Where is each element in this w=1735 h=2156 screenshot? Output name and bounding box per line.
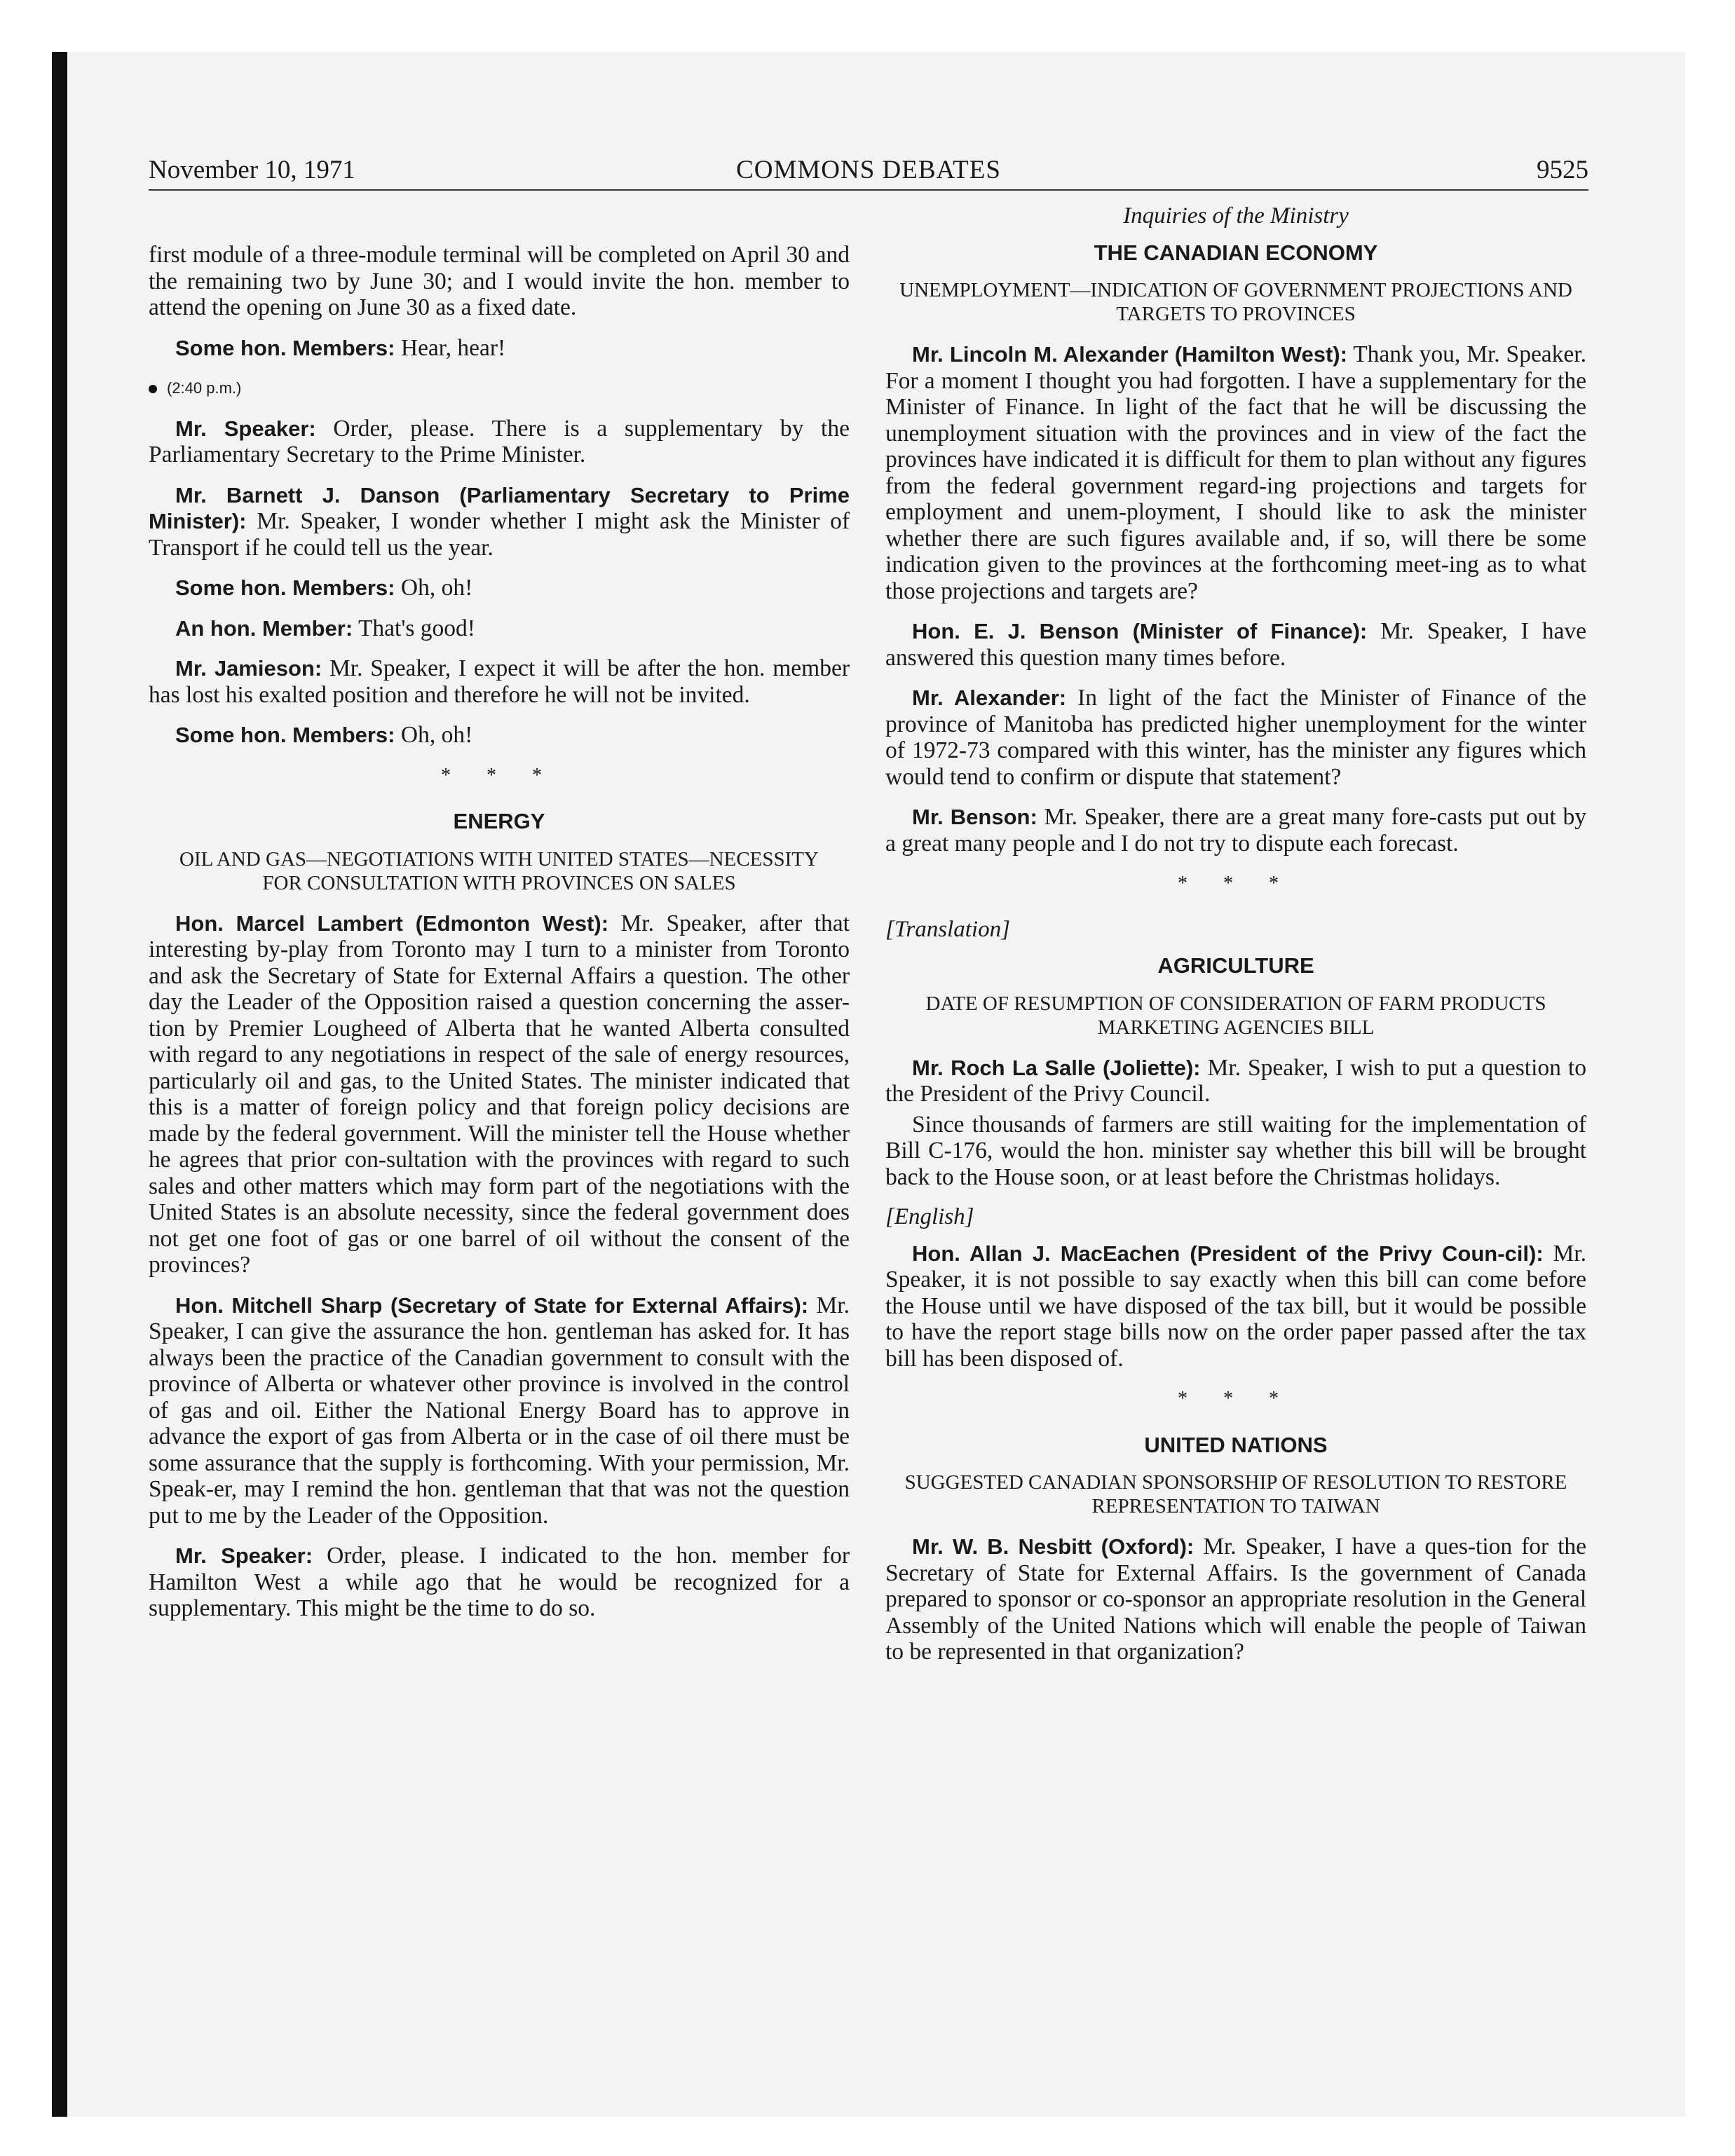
speaker-name: Mr. Barnett J. Danson (Parliamentary Secretary to Prime Minister): (149, 482, 850, 533)
text-run: Mr. Speaker, after that interesting by-play from Toronto may I turn to a minister from Toronto and ask the Secretary of State for External Affairs a question. The other day the Leader of the Opposition raised a question concerning the asser-tion by Premier Lougheed of Alberta that he wanted Alberta consulted with regard to any negotiations in respect of the sale of energy resources, particularly oil and gas, to the United States. The minister indicated that this is a matter of foreign policy and that foreign policy decisions are made by the federal government. Will the minister tell the House whether he agrees that prior con-sultation with the provinces with regard to such sales and other matters which may form part of the negotiations with the United States is an absolute necessity, since the federal government does not get one foot of gas or one barrel of oil without the consent of the provinces? (149, 910, 850, 1278)
paragraph (885, 685, 1586, 790)
speaker-name: Some hon. Members: (175, 335, 395, 360)
text-run: (2:40 p.m.) (167, 379, 242, 397)
text-run: Mr. Speaker, I have answered this question many times before. (885, 618, 1586, 671)
speaker-name: Mr. Speaker: (175, 416, 316, 441)
paragraph (149, 482, 850, 561)
paragraph (885, 1112, 1586, 1191)
text-run: first module of a three-module terminal will be completed on April 30 and the remaining two by June 30; and I would invite the hon. member to attend the opening on June 30 as a fixed date. (149, 242, 850, 320)
section-heading: AGRICULTURE (1157, 953, 1314, 978)
paragraph (149, 1543, 850, 1622)
text-run: Hear, hear! (395, 334, 506, 361)
speaker-name: Hon. Marcel Lambert (Edmonton West): (175, 910, 609, 936)
subheading: OIL AND GAS—NEGOTIATIONS WITH UNITED STATES—NECESSITY FOR CONSULTATION WITH PROVINCES ON SALES (179, 847, 819, 894)
text-run: Order, please. I indicated to the hon. member for Hamilton West a while ago that he would be recognized for a supplementary. This might be the time to do so. (149, 1543, 850, 1621)
paragraph (885, 1534, 1586, 1665)
speaker-name: Mr. W. B. Nesbitt (Oxford): (912, 1534, 1195, 1559)
subheading: UNEMPLOYMENT—INDICATION OF GOVERNMENT PROJECTIONS AND TARGETS TO PROVINCES (899, 279, 1572, 325)
speaker-name: Mr. Benson: (912, 805, 1037, 829)
paragraph (149, 722, 850, 749)
text-run: Mr. Speaker, I have a ques-tion for the Secretary of State for External Affairs. Is the government of Canada prepared to sponsor or co-sponsor an appropriate resolution in the General Assembly of the United Nations which will enable the people of Taiwan to be represented in that organization? (885, 1534, 1586, 1665)
speaker-name: Hon. E. J. Benson (Minister of Finance): (912, 619, 1368, 643)
text-run: That's good! (353, 615, 475, 641)
page-number: 9525 (1537, 156, 1588, 184)
speaker-name: Hon. Mitchell Sharp (Secretary of State for External Affairs): (175, 1292, 809, 1318)
section-separator: * * * (441, 764, 557, 786)
paragraph (885, 1055, 1586, 1107)
text-run: Order, please. There is a supplementary by the Parliamentary Secretary to the Prime Minister. (149, 415, 850, 468)
text-run: Mr. Speaker, I expect it will be after the hon. member has lost his exalted position and therefore he will not be invited. (149, 655, 850, 708)
speaker-name: Some hon. Members: (175, 723, 395, 747)
text-run: Mr. Speaker, it is not possible to say exactly when this bill can come before the House until we have disposed of the tax bill, but it would be possible to have the report stage bills now on the order paper passed after the tax bill has been disposed of. (885, 1240, 1586, 1372)
text-run: Mr. Speaker, I wish to put a question to the President of the Privy Council. (885, 1054, 1586, 1107)
speaker-name: Mr. Lincoln M. Alexander (Hamilton West): (912, 342, 1347, 367)
speaker-name: Hon. Allan J. MacEachen (President of the Privy Coun-cil): (912, 1241, 1544, 1266)
right-column (885, 203, 1586, 1679)
paragraph (885, 1241, 1586, 1372)
running-head: Inquiries of the Ministry (1123, 203, 1349, 228)
paragraph (149, 416, 850, 468)
section-heading: ENERGY (453, 809, 545, 833)
paragraph (149, 575, 850, 601)
section-separator: * * * (1178, 873, 1294, 894)
header-title: COMMONS DEBATES (736, 156, 1001, 184)
subheading: SUGGESTED CANADIAN SPONSORSHIP OF RESOLUTION TO RESTORE REPRESENTATION TO TAIWAN (904, 1471, 1567, 1517)
text-run: In light of the fact the Minister of Finance of the province of Manitoba has predicted higher unemployment for the winter of 1972-73 compared with this winter, has the minister any figures which would tend to confirm or dispute that statement? (885, 685, 1586, 790)
paragraph (149, 615, 850, 642)
speaker-name: Mr. Jamieson: (175, 656, 322, 681)
text-run: Mr. Speaker, I wonder whether I might ask the Minister of Transport if he could tell us the year. (149, 508, 850, 561)
text-run: Oh, oh! (395, 722, 473, 748)
paragraph (885, 341, 1586, 604)
paragraph (885, 618, 1586, 671)
speaker-name: Mr. Speaker: (175, 1543, 313, 1568)
text-run: Since thousands of farmers are still waiting for the implementation of Bill C-176, would the hon. minister say whether this bill will be brought back to the House soon, or at least before the Christmas holidays. (885, 1111, 1586, 1190)
language-tag: [English] (885, 1204, 974, 1229)
section-heading: UNITED NATIONS (1144, 1432, 1328, 1457)
paragraph (149, 910, 850, 1278)
timestamp (149, 375, 850, 402)
paragraph (149, 335, 850, 362)
header-date: November 10, 1971 (149, 156, 355, 184)
section-separator: * * * (1178, 1388, 1294, 1410)
bullet-icon (149, 385, 157, 393)
speaker-name: Mr. Roch La Salle (Joliette): (912, 1055, 1201, 1080)
paragraph (149, 655, 850, 708)
paragraph (885, 804, 1586, 857)
speaker-name: Some hon. Members: (175, 575, 395, 600)
speaker-name: Mr. Alexander: (912, 685, 1067, 710)
text-run: Oh, oh! (395, 575, 473, 601)
speaker-name: An hon. Member: (175, 615, 353, 641)
text-run: Thank you, Mr. Speaker. For a moment I thought you had forgotten. I have a supplementary for the Minister of Finance. In light of the fact that he will be discussing the unemployment situation with the provinces and in view of the fact the provinces have indicated it is difficult for them to plan without any figures from the federal government regard-ing projections and targets for employment and unem-ployment, I should like to ask the minister whether there are such figures available and, if so, will there be some indication given to the provinces at the forthcoming meet-ing as to what those projections and targets are? (885, 341, 1586, 604)
text-run: Mr. Speaker, there are a great many fore-casts put out by a great many people and I do not try to dispute each forecast. (885, 804, 1586, 857)
left-column (149, 242, 850, 1636)
subheading: DATE OF RESUMPTION OF CONSIDERATION OF FARM PRODUCTS MARKETING AGENCIES BILL (925, 992, 1546, 1039)
language-tag: [Translation] (885, 916, 1010, 942)
paragraph (149, 1292, 850, 1529)
page-header (149, 153, 1588, 191)
text-run: Mr. Speaker, I can give the assurance the hon. gentleman has asked for. It has always been the practice of the Canadian government to consult with the province of Alberta or whatever other province is involved in the control of gas and oil. Either the National Energy Board has to approve in advance the export of gas from Alberta or in the case of oil there must be some assurance that the supply is forthcoming. With your permission, Mr. Speak-er, may I remind the hon. gentleman that that was not the question put to me by the Leader of the Opposition. (149, 1292, 850, 1529)
section-heading: THE CANADIAN ECONOMY (1094, 240, 1378, 265)
paragraph (149, 242, 850, 321)
scan-edge (52, 52, 67, 2117)
